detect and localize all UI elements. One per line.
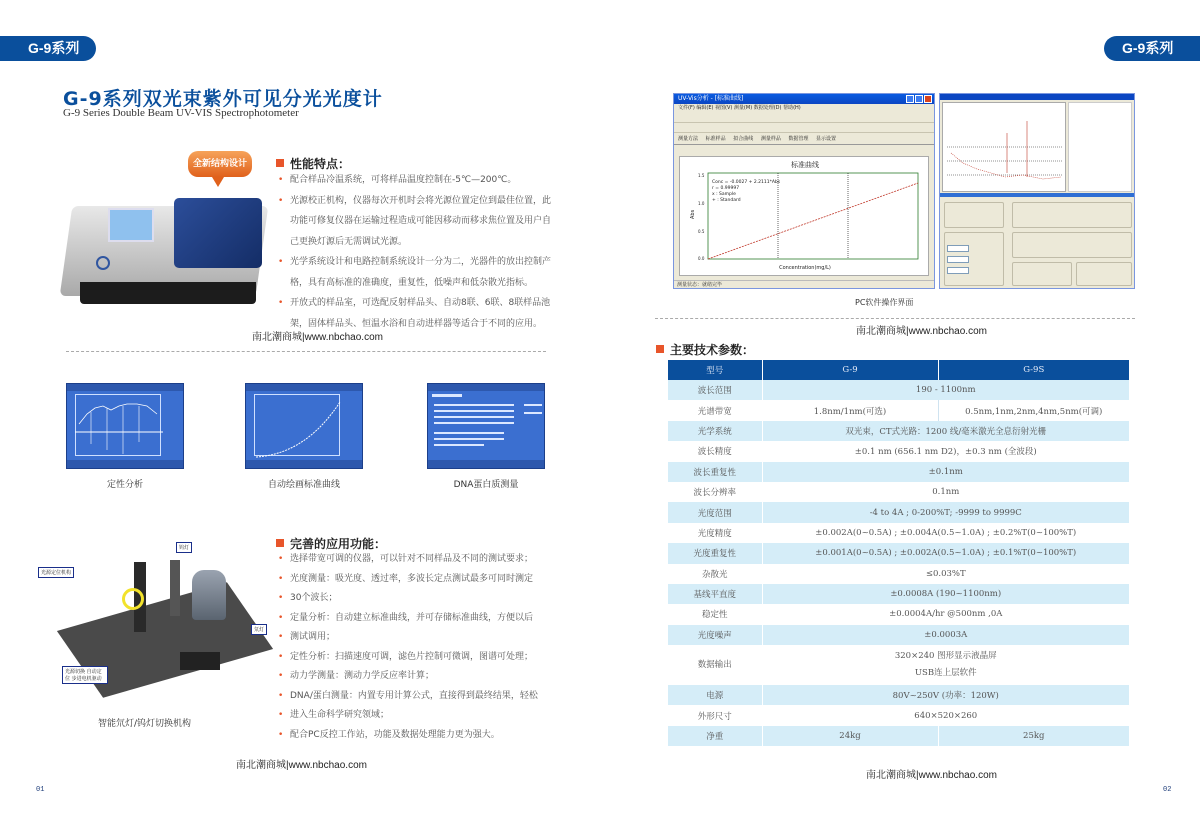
list-item: • 配合样品冷温系统，可将样品温度控制在-5℃—200℃。 [278, 170, 568, 191]
table-row: 稳定性 ±0.0004A/hr @500nm ,0A [668, 604, 1130, 624]
standard-curve-chart [679, 156, 929, 276]
site-footer: 南北潮商城|www.nbchao.com [252, 332, 383, 343]
page-title: G-9系列双光束紫外可见分光光度计 [63, 88, 383, 110]
list-item: • 选择带宽可调的仪器，可以针对不同样品及不同的测试要求； [278, 550, 568, 570]
pc-software-caption: PC软件操作界面 [855, 298, 914, 307]
chart-title: 标准曲线 [791, 161, 819, 169]
site-footer: 南北潮商城|www.nbchao.com [236, 760, 367, 771]
minimize-icon[interactable] [906, 95, 914, 103]
bullet-square-icon [276, 159, 284, 167]
svg-text:1.5: 1.5 [698, 173, 705, 178]
text-field[interactable] [947, 267, 969, 274]
applications-list [278, 550, 568, 745]
bullet-square-icon [656, 345, 664, 353]
screen-dna-protein [427, 383, 545, 469]
window-titlebar: UV-Vis分析 - [标准曲线] [674, 94, 934, 104]
list-item: 格，具有高标准的准确度，重复性，低噪声和低杂散光指标。 [290, 277, 534, 288]
list-item: • 定量分析：自动建立标准曲线，并可存储标准曲线，方便以后 [278, 609, 568, 629]
settings-group[interactable] [944, 202, 1004, 228]
list-item: • DNA/蛋白测量：内置专用计算公式，直接得到最终结果，轻松 [278, 687, 568, 707]
table-row: 电源 80V~250V (功率：120W) [668, 685, 1130, 705]
status-bar: 测量状态：就绪完毕 [674, 280, 934, 288]
rotation-arrow-icon [122, 588, 144, 610]
svg-text:0.0: 0.0 [698, 256, 705, 261]
maximize-icon[interactable] [915, 95, 923, 103]
toolbar[interactable] [674, 113, 934, 123]
table-row: 数据输出 320×240 图形显示液晶屏 USB连上层软件 [668, 645, 1130, 685]
pc-software-window [673, 93, 935, 289]
list-item: 己更换灯源后无需调试光源。 [290, 236, 408, 247]
tab-bar [674, 133, 934, 145]
applications-heading: 完善的应用功能： [276, 535, 386, 552]
list-item: • 动力学测量：测动力学反应率计算； [278, 667, 568, 687]
divider [66, 351, 546, 352]
svg-text:x : Sample: x : Sample [712, 192, 736, 197]
range-group[interactable] [1012, 202, 1132, 228]
site-footer: 南北潮商城|www.nbchao.com [866, 770, 997, 781]
table-row: 光谱带宽 1.8nm/1nm(可选) 0.5nm,1nm,2nm,4nm,5nm(可调) [668, 400, 1130, 420]
pc-software-window-scan [939, 93, 1135, 289]
new-design-badge: 全新结构设计 [188, 151, 252, 177]
calc-group[interactable] [1012, 262, 1072, 286]
list-item: • 定性分析：扫描速度可调，滤色片控制可微调，图谱可处理； [278, 648, 568, 668]
spec-table [668, 360, 1130, 746]
list-item: • 光学系统设计和电路控制系统设计一分为二，光器件的放出控制产 [278, 252, 568, 273]
table-row: 光度精度 ±0.002A(0~0.5A) ; ±0.004A(0.5~1.0A) ; ±0.2%T(0~100%T) [668, 523, 1130, 543]
svg-text:1.0: 1.0 [698, 201, 705, 206]
list-item: • 光度测量：吸光度、透过率，多波长定点测试最多可同时测定 [278, 570, 568, 590]
list-item: • 30个波长； [278, 589, 568, 609]
brand-logo-icon [96, 256, 110, 270]
text-field[interactable] [947, 256, 969, 263]
screen-standard-curve [245, 383, 363, 469]
table-row: 波长精度 ±0.1 nm (656.1 nm D2)，±0.3 nm (全波段) [668, 441, 1130, 461]
screen-caption: DNA蛋白质测量 [453, 480, 519, 490]
table-row: 光度范围 -4 to 4A ; 0-200%T; -9999 to 9999C [668, 502, 1130, 522]
list-item: • 开放式的样品室，可选配反射样品头、自动8联、6联、8联样品池 [278, 293, 568, 314]
svg-text:Conc = -0.0027 + 2.2111*Abs: Conc = -0.0027 + 2.2111*Abs [712, 180, 781, 185]
callout-label: 钨灯 [176, 542, 192, 553]
site-footer: 南北潮商城|www.nbchao.com [856, 326, 987, 337]
series-tab: G-9系列 [0, 36, 96, 61]
close-icon[interactable] [924, 95, 932, 103]
list-item: • 光源校正机构，仪器每次开机时会将光源位置定位到最佳位置，此 [278, 191, 568, 212]
svg-text:0.5: 0.5 [698, 229, 705, 234]
table-row: 波长范围 190 - 1100nm [668, 380, 1130, 400]
callout-label: 氘灯 [251, 624, 267, 635]
screen-caption: 定性分析 [106, 480, 143, 490]
list-item: 架，固体样品头、恒温水浴和自动进样器等适合于不同的应用。 [290, 318, 543, 329]
table-row: 光度重复性 ±0.001A(0~0.5A) ; ±0.002A(0.5~1.0A) ; ±0.1%T(0~100%T) [668, 543, 1130, 563]
callout-label: 光源定位机构 [38, 567, 74, 578]
threshold-group[interactable] [1012, 232, 1132, 258]
tab-data[interactable]: 数据管理 [788, 136, 809, 142]
callout-label: 光源切换 自动定位 步进电机驱动 [62, 666, 108, 684]
tab-display[interactable]: 显示设置 [816, 136, 837, 142]
spectrophotometer-image [66, 186, 266, 316]
page-number: 01 [36, 786, 45, 794]
list-item: • 进入生命科学研究领域； [278, 706, 568, 726]
list-item: • 配合PC反控工作站，功能及数据处理能力更为强大。 [278, 726, 568, 746]
table-row: 基线平直度 ±0.0008A (190~1100nm) [668, 584, 1130, 604]
svg-text:Concentration(mg/L): Concentration(mg/L) [779, 265, 831, 271]
table-row: 外形尺寸 640×520×260 [668, 705, 1130, 725]
screen-qualitative [66, 383, 184, 469]
params-group[interactable] [944, 232, 1004, 286]
specs-heading: 主要技术参数： [656, 341, 754, 358]
features-list [278, 170, 568, 334]
bullet-square-icon [276, 539, 284, 547]
series-tab: G-9系列 [1104, 36, 1200, 61]
table-row: 净重 24kg 25kg [668, 726, 1130, 746]
table-row: 波长分辨率 0.1nm [668, 482, 1130, 502]
scan-plot [942, 102, 1066, 192]
list-item: • 测试调用； [278, 628, 568, 648]
select-group[interactable] [1076, 262, 1132, 286]
tab-fit-curve[interactable]: 拟合曲线 [733, 136, 754, 142]
tab-method[interactable]: 测量方法 [678, 136, 699, 142]
page-number: 02 [1163, 786, 1172, 794]
tab-sample[interactable]: 测量样品 [760, 136, 781, 142]
menu-bar[interactable]: 文件(F) 编辑(E) 视图(V) 测量(M) 数据处理(D) 帮助(H) [678, 105, 801, 111]
screen-caption: 自动绘画标准曲线 [267, 480, 340, 490]
svg-text:r = 0.99997: r = 0.99997 [712, 186, 740, 191]
list-item: 功能可修复仪器在运输过程造成可能因移动而移求焦位置及用户自 [290, 216, 552, 226]
page-subtitle: G-9 Series Double Beam UV-VIS Spectrophotometer [63, 107, 299, 119]
text-field[interactable] [947, 245, 969, 252]
table-row: 杂散光 ≤0.03%T [668, 564, 1130, 584]
table-row: 光度噪声 ±0.0003A [668, 625, 1130, 645]
toolbar-secondary[interactable] [674, 123, 934, 133]
divider [655, 318, 1135, 319]
table-header: 型号 G-9 G-9S [668, 360, 1130, 380]
mechanism-caption: 智能氘灯/钨灯切换机构 [98, 719, 192, 729]
table-row: 光学系统 双光束，CT式光路：1200 线/毫米激光全息衍射光栅 [668, 421, 1130, 441]
peak-table [1068, 102, 1132, 192]
svg-text:Abs: Abs [690, 209, 696, 219]
tab-standard[interactable]: 标准样品 [705, 136, 726, 142]
table-row: 波长重复性 ±0.1nm [668, 462, 1130, 482]
svg-text:+ : Standard: + : Standard [712, 198, 741, 203]
features-heading: 性能特点： [276, 155, 350, 172]
